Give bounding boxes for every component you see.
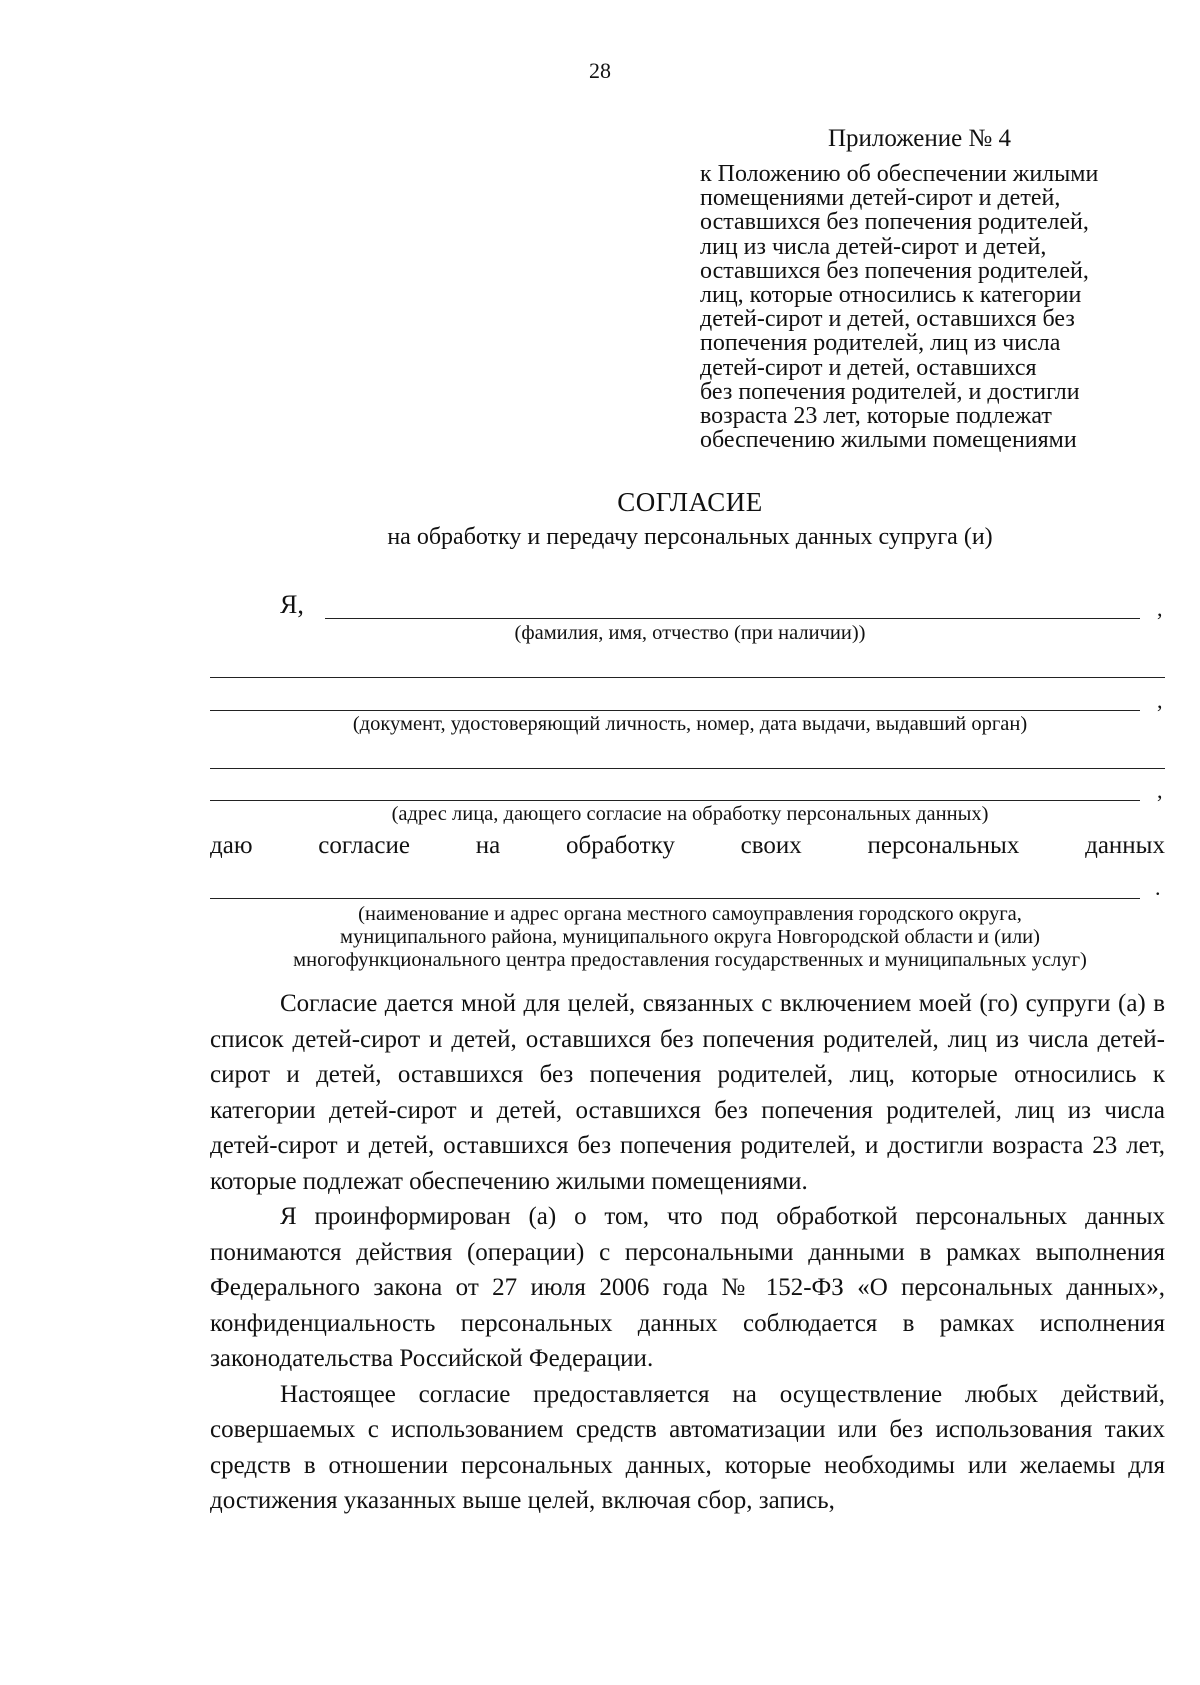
- document-field-line-2[interactable]: [210, 710, 1140, 711]
- consent-word: согласие: [318, 832, 410, 859]
- organ-caption-line: многофункционального центра предоставления государственных и муниципальных услуг): [293, 949, 1087, 971]
- address-field-line-2[interactable]: [210, 800, 1140, 801]
- organ-caption-line: муниципального района, муниципального округа Новгородской области и (или): [340, 926, 1040, 948]
- consent-word: на: [475, 832, 501, 859]
- appendix-line: помещениями детей-сирот и детей,: [700, 185, 1061, 212]
- appendix-line: оставшихся без попечения родителей,: [700, 209, 1089, 236]
- appendix-title: Приложение № 4: [828, 125, 1012, 152]
- page-number: 28: [589, 58, 611, 83]
- appendix-line: попечения родителей, лиц из числа: [700, 330, 1061, 357]
- paragraph-informed: Я проинформирован (а) о том, что под обработкой персональных данных понимаются действия (операции) с персональными данными в рамках выполнения Федерального закона от 27 июля 2006 года № 152-ФЗ «О персональных данных», конфиденциальность персональных данных соблюдается в рамках исполнения законодательства Российской Федерации.: [210, 1203, 1165, 1372]
- address-comma: ,: [1157, 778, 1163, 803]
- appendix-reference: [700, 162, 1170, 452]
- organ-field-line[interactable]: [210, 898, 1140, 899]
- appendix-line: лиц, которые относились к категории: [700, 282, 1082, 309]
- organ-period: .: [1155, 875, 1161, 900]
- document-comma: ,: [1157, 688, 1163, 713]
- ya-label: Я,: [280, 590, 304, 619]
- consent-word: даю: [210, 832, 253, 859]
- appendix-line: детей-сирот и детей, оставшихся: [700, 354, 1037, 381]
- appendix-line: лиц из числа детей-сирот и детей,: [700, 233, 1047, 260]
- appendix-line: детей-сирот и детей, оставшихся без: [700, 306, 1075, 333]
- address-caption: (адрес лица, дающего согласие на обработку персональных данных): [391, 803, 989, 825]
- body-text: [210, 986, 1165, 1519]
- paragraph-scope: Настоящее согласие предоставляется на осуществление любых действий, совершаемых с использованием средств автоматизации или без использования таких средств в отношении персональных данных, которые необходимы или желаемы для достижения указанных выше целей, включая сбор, запись,: [210, 1380, 1165, 1514]
- appendix-line: возраста 23 лет, которые подлежат: [700, 403, 1052, 430]
- consent-word: обработку: [565, 832, 675, 859]
- fio-caption: (фамилия, имя, отчество (при наличии)): [514, 622, 866, 644]
- consent-word: своих: [740, 832, 802, 859]
- address-field-line-1[interactable]: [210, 768, 1165, 769]
- document-title: СОГЛАСИЕ: [617, 487, 763, 517]
- paragraph-purpose: Согласие дается мной для целей, связанных с включением моей (го) супруги (а) в список детей-сирот и детей, оставшихся без попечения родителей, лиц из числа детей-сирот и детей, оставшихся без попечения родителей, лиц, которые относились к категории детей-сирот и детей, оставшихся без попечения родителей, лиц из числа детей-сирот и детей, оставшихся без попечения родителей, и достигли возраста 23 лет, которые подлежат обеспечению жилыми помещениями.: [210, 990, 1165, 1195]
- fio-comma: ,: [1157, 596, 1163, 621]
- organ-caption-line: (наименование и адрес органа местного самоуправления городского округа,: [358, 903, 1022, 925]
- fio-field-line[interactable]: [325, 618, 1140, 619]
- appendix-line: обеспечению жилыми помещениями: [700, 427, 1077, 454]
- document-subtitle: на обработку и передачу персональных данных супруга (и): [387, 524, 993, 550]
- consent-word: данных: [1085, 832, 1165, 859]
- consent-statement: [210, 832, 1165, 860]
- appendix-line: к Положению об обеспечении жилыми: [700, 161, 1099, 187]
- appendix-line: без попечения родителей, и достигли: [700, 378, 1080, 405]
- document-field-line-1[interactable]: [210, 677, 1165, 678]
- appendix-line: оставшихся без попечения родителей,: [700, 257, 1089, 284]
- consent-word: персональных: [867, 832, 1020, 859]
- document-caption: (документ, удостоверяющий личность, номер, дата выдачи, выдавший орган): [352, 713, 1028, 735]
